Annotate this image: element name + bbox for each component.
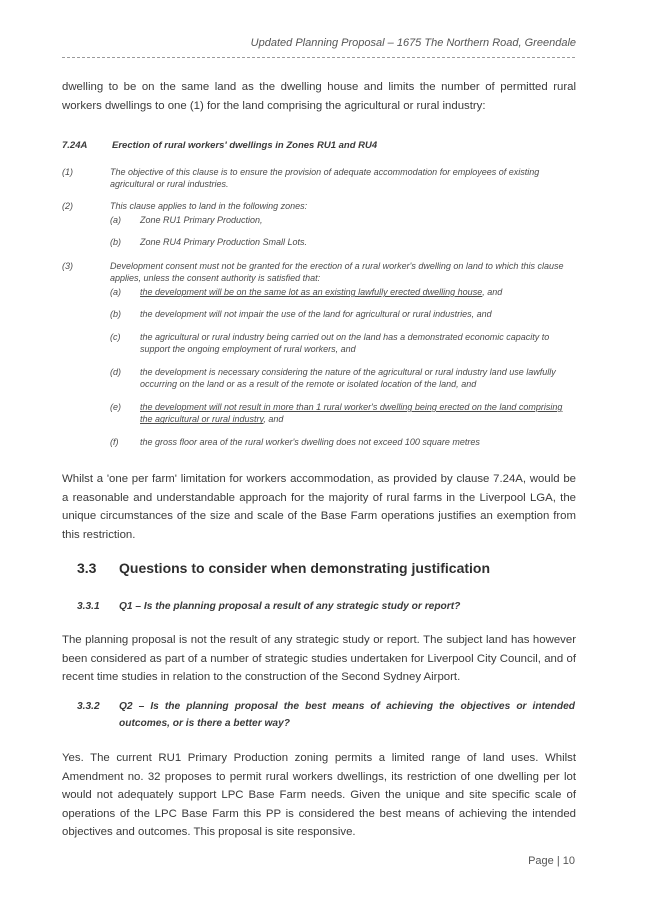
subitem-text: the agricultural or rural industry being carried out on the land has a demonstrated economic capacity to support the ongoing employment of rural workers, and (140, 332, 550, 355)
subitem-number: (f) (110, 437, 119, 447)
amended-text: the development will be on the same lot as an existing lawfully erected dwelling house (140, 287, 483, 297)
clause-subitem-3c (110, 331, 576, 356)
subitem-tail: , and (263, 414, 284, 425)
clause-item-2 (62, 200, 576, 212)
section-title: Questions to consider when demonstrating justification (119, 560, 491, 576)
subitem-text: the development is necessary considering the nature of the agricultural or rural industry land use lawfully occurring on the land or as a result of the remote or isolated location of the land, and (140, 367, 556, 390)
subitem-number: (d) (110, 367, 121, 377)
clause-item-text: This clause applies to land in the following zones: (110, 201, 308, 211)
page-number: Page | 10 (528, 855, 575, 867)
subitem-text: Zone RU4 Primary Production Small Lots. (140, 237, 308, 247)
subitem-text (140, 286, 576, 298)
clause-item-number: (1) (62, 167, 73, 177)
clause-subitem-3e (110, 401, 576, 426)
section-heading (77, 560, 490, 576)
question-title: Q1 – Is the planning proposal a result of any strategic study or report? (119, 601, 461, 612)
running-header: Updated Planning Proposal – 1675 The Northern Road, Greendale (250, 37, 576, 49)
subitem-number: (a) (110, 287, 121, 297)
clause-subitem-2b (110, 236, 576, 248)
subitem-text: the gross floor area of the rural worker's dwelling does not exceed 100 square metres (140, 437, 480, 447)
clause-item-text: Development consent must not be granted for the erection of a rural worker's dwelling on land to which this clause applies, unless the consent authority is satisfied that: (110, 261, 564, 284)
subitem-number: (a) (110, 215, 121, 225)
question-2-answer: Yes. The current RU1 Primary Production zoning permits a limited range of land uses. Whilst Amendment no. 32 proposes to permit rural workers dwellings, its restriction of one dwelling per lot would not adequately support LPC Base Farm needs. Given the unique and site specific scale of operations of the LPC Base Farm this PP is considered the best means of achieving the intended objectives and outcomes. This proposal is site responsive. (62, 752, 576, 839)
subitem-text: the development will not impair the use of the land for agricultural or rural industries, and (140, 309, 492, 319)
clause-item-3 (62, 260, 576, 285)
subitem-number: (c) (110, 332, 121, 342)
subitem-number: (b) (110, 237, 121, 247)
subitem-tail: , and (482, 287, 503, 297)
amended-text: the development will not result in more than 1 rural worker's dwelling being erected on the land comprising the agricultural or rural industry (140, 402, 563, 425)
clause-subitem-3d (110, 366, 576, 391)
exemption-paragraph: Whilst a 'one per farm' limitation for workers accommodation, as provided by clause 7.24A, would be a reasonable and understandable approach for the majority of rural farms in the Liverpool LGA, the unique circumstances of the size and scale of the Base Farm operations justifies an exemption from this restriction. (62, 473, 576, 541)
subitem-text (140, 401, 576, 426)
question-number: 3.3.1 (77, 601, 100, 612)
subitem-text: Zone RU1 Primary Production, (140, 215, 263, 225)
question-title: Q2 – Is the planning proposal the best means of achieving the objectives or intended outcomes, or is there a better way? (119, 701, 575, 729)
question-number: 3.3.2 (77, 701, 100, 712)
question-2-heading (77, 698, 576, 732)
clause-subitem-3b (110, 308, 576, 320)
clause-subitem-3f (110, 436, 576, 448)
clause-heading (62, 140, 377, 151)
clause-subitem-3a (110, 286, 576, 298)
clause-item-1 (62, 166, 576, 191)
question-1-heading (77, 598, 576, 615)
clause-title: Erection of rural workers' dwellings in Zones RU1 and RU4 (112, 140, 378, 151)
subitem-number: (e) (110, 402, 121, 412)
intro-paragraph: dwelling to be on the same land as the dwelling house and limits the number of permitted rural workers dwellings to one (1) for the land comprising the agricultural or rural industry: (62, 81, 576, 112)
section-number: 3.3 (77, 560, 97, 576)
clause-subitem-2a (110, 214, 576, 226)
header-divider (62, 57, 575, 58)
clause-item-number: (3) (62, 261, 73, 271)
clause-item-number: (2) (62, 201, 73, 211)
subitem-number: (b) (110, 309, 121, 319)
question-1-answer: The planning proposal is not the result of any strategic study or report. The subject land has however been considered as part of a number of strategic studies undertaken for Liverpool City Council, and of recent time studies in relation to the construction of the Second Sydney Airport. (62, 634, 576, 684)
clause-number: 7.24A (62, 140, 88, 151)
clause-item-text: The objective of this clause is to ensure the provision of adequate accommodation for employees of existing agricultural or rural industries. (110, 167, 540, 190)
